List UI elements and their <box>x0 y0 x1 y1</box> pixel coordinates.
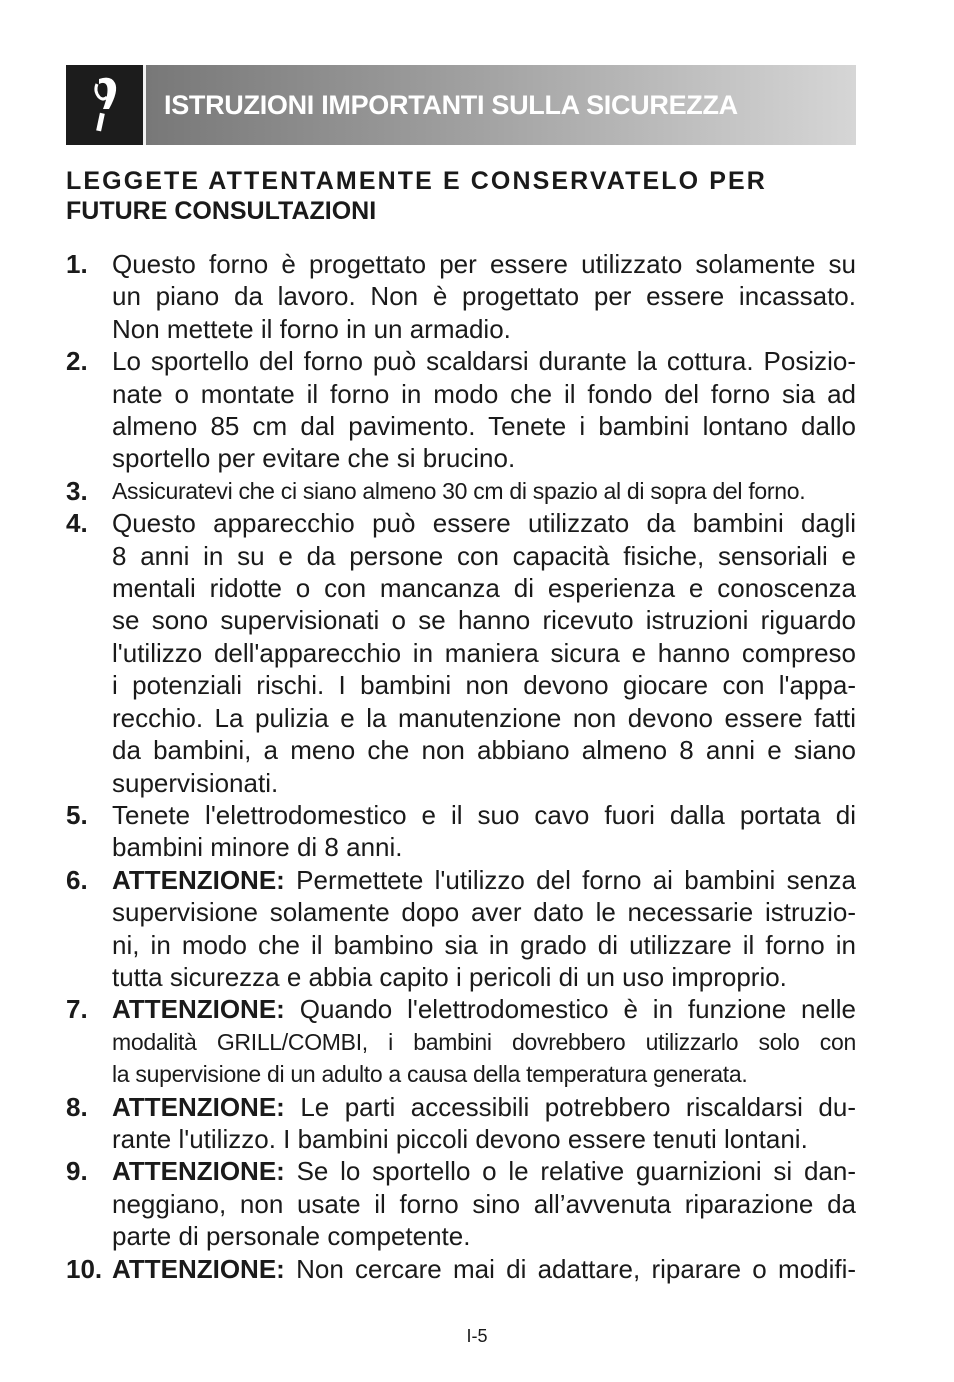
list-item <box>66 993 856 1090</box>
item-text <box>112 1091 856 1156</box>
item-text <box>112 864 856 994</box>
text-line: supervisionati. <box>112 767 279 798</box>
text-line <box>112 1155 856 1187</box>
subtitle-line-1: LEGGETE ATTENTAMENTE E CONSERVATELO PER <box>66 167 767 195</box>
item-text <box>112 799 856 864</box>
text-line <box>112 1091 856 1123</box>
text-line: da bambini, a meno che non abbiano almeno 8 anni e siano <box>112 735 856 766</box>
header-icon-box <box>66 65 146 145</box>
list-item <box>66 1253 856 1285</box>
header-title: ISTRUZIONI IMPORTANTI SULLA SICUREZZA <box>164 89 738 120</box>
item-number: 10. <box>66 1253 103 1284</box>
list-item <box>66 475 856 507</box>
text-line: sportello per evitare che si brucino. <box>112 443 516 474</box>
instructions-list <box>66 248 856 1285</box>
text-run: Se lo sportello o le relative guarnizioni si dan- <box>296 1156 856 1187</box>
text-line <box>112 1253 856 1285</box>
text-line: i potenziali rischi. I bambini non devono giocare con l'appa- <box>112 670 856 701</box>
section-header <box>66 65 856 145</box>
text-run: Le parti accessibili potrebbero riscaldarsi du- <box>300 1091 856 1122</box>
warning-exclamation-icon <box>85 75 125 135</box>
text-run: Permettete l'utilizzo del forno ai bambini senza <box>296 864 856 895</box>
text-line: Assicuratevi che ci siano almeno 30 cm di spazio al di sopra del forno. <box>112 477 806 504</box>
text-line: neggiano, non usate il forno sino all’avvenuta riparazione da <box>112 1188 856 1219</box>
text-run: Non cercare mai di adattare, riparare o modifi- <box>296 1253 856 1284</box>
item-text <box>112 345 856 475</box>
text-line: 8 anni in su e da persone con capacità fisiche, sensoriali e <box>112 540 856 571</box>
item-text <box>112 1253 856 1285</box>
text-line: Tenete l'elettrodomestico e il suo cavo fuori dalla portata di <box>112 799 856 830</box>
text-line: modalità GRILL/COMBI, i bambini dovrebbero utilizzarlo solo con <box>112 1028 856 1055</box>
text-line: mentali ridotte o con mancanza di esperienza e conoscenza <box>112 573 856 604</box>
text-line: se sono supervisionati o se hanno ricevuto istruzioni riguardo <box>112 605 856 636</box>
subtitle <box>66 166 858 226</box>
warning-label: ATTENZIONE: <box>112 1091 285 1122</box>
text-line: l'utilizzo dell'apparecchio in maniera sicura e hanno compreso <box>112 637 856 668</box>
list-item <box>66 248 856 345</box>
item-number: 3. <box>66 475 88 506</box>
item-number: 7. <box>66 994 88 1025</box>
item-text <box>112 1155 856 1252</box>
list-item <box>66 799 856 864</box>
text-line: ni, in modo che il bambino sia in grado di utilizzare il forno in <box>112 929 856 960</box>
item-number: 1. <box>66 249 88 279</box>
item-number: 4. <box>66 508 88 539</box>
text-line: Questo apparecchio può essere utilizzato da bambini dagli <box>112 508 856 539</box>
page-number: I-5 <box>466 1326 488 1346</box>
item-number: 8. <box>66 1091 88 1122</box>
text-line: rante l'utilizzo. I bambini piccoli devono essere tenuti lontani. <box>112 1123 808 1154</box>
text-line: almeno 85 cm dal pavimento. Tenete i bambini lontano dallo <box>112 411 856 442</box>
item-number: 6. <box>66 864 88 895</box>
item-number: 5. <box>66 799 88 830</box>
text-line: Lo sportello del forno può scaldarsi durante la cottura. Posizio- <box>112 346 856 377</box>
warning-label: ATTENZIONE: <box>112 864 285 895</box>
text-line: parte di personale competente. <box>112 1221 471 1252</box>
text-line: nate o montate il forno in modo che il fondo del forno sia ad <box>112 378 856 409</box>
text-run: Quando l'elettrodomestico è in funzione nelle <box>299 994 856 1025</box>
item-number: 2. <box>66 346 88 377</box>
text-line: Non mettete il forno in un armadio. <box>112 313 511 344</box>
warning-label: ATTENZIONE: <box>112 1253 285 1284</box>
text-line: la supervisione di un adulto a causa della temperatura generata. <box>112 1061 748 1088</box>
text-line: bambini minore di 8 anni. <box>112 832 403 863</box>
text-line: Questo forno è progettato per essere utilizzato solamente su <box>112 249 856 279</box>
item-text <box>112 507 856 799</box>
list-item <box>66 864 856 994</box>
item-text <box>112 248 856 345</box>
text-line: tutta sicurezza e abbia capito i pericoli di un uso improprio. <box>112 961 787 992</box>
text-line: un piano da lavoro. Non è progettato per essere incassato. <box>112 281 856 312</box>
warning-label: ATTENZIONE: <box>112 994 285 1025</box>
subtitle-line-2: FUTURE CONSULTAZIONI <box>66 197 377 225</box>
list-item <box>66 345 856 475</box>
warning-label: ATTENZIONE: <box>112 1156 285 1187</box>
text-line: recchio. La pulizia e la manutenzione non devono essere fatti <box>112 702 856 733</box>
list-item <box>66 1091 856 1156</box>
text-line: supervisione solamente dopo aver dato le necessarie istruzio- <box>112 897 856 928</box>
item-text <box>112 475 856 507</box>
text-line <box>112 993 856 1025</box>
list-item <box>66 507 856 799</box>
item-number: 9. <box>66 1156 88 1187</box>
list-item <box>66 1155 856 1252</box>
text-line <box>112 864 856 896</box>
item-text <box>112 993 856 1090</box>
